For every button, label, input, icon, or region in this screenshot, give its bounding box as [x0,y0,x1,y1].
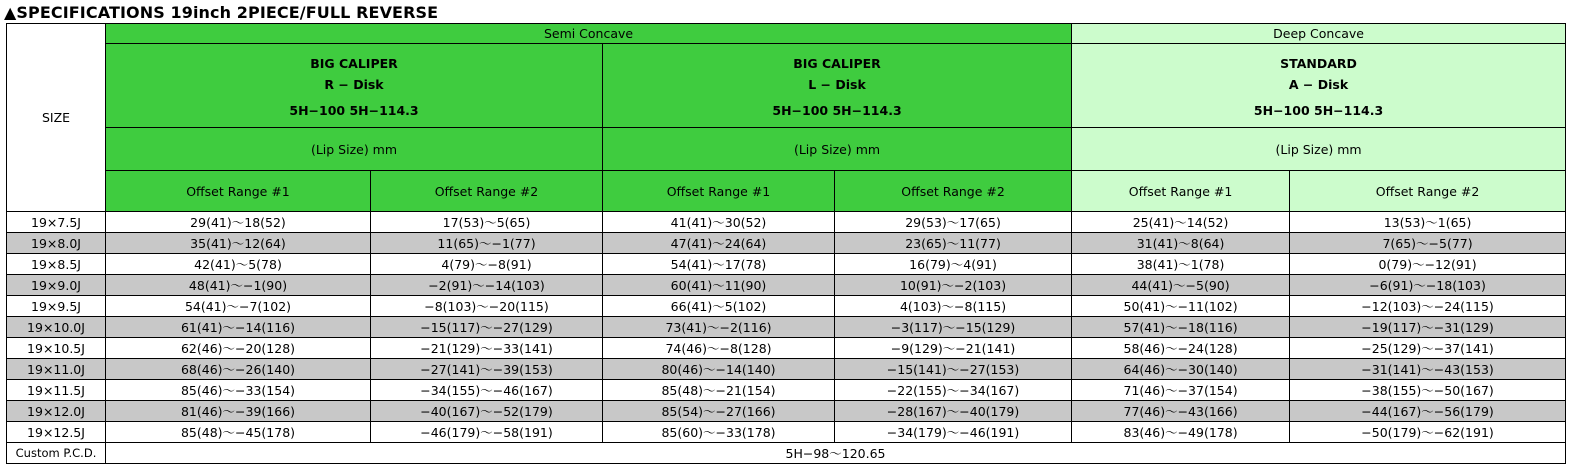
offset-cell: 58(46)〜−24(128) [1072,338,1290,359]
group-semi-concave: Semi Concave [106,24,1072,44]
custom-pcd-value: 5H−98〜120.65 [106,443,1566,464]
offset-cell: 85(54)〜−27(166) [603,401,835,422]
offset-cell: 62(46)〜−20(128) [106,338,371,359]
model-r-disk [106,44,603,128]
offset-cell: 13(53)〜1(65) [1290,212,1566,233]
offset-range-header: Offset Range #2 [835,171,1072,212]
lip-size-label: (Lip Size) mm [1072,128,1566,171]
table-row [7,317,1566,338]
size-cell: 19×7.5J [7,212,106,233]
lip-size-label: (Lip Size) mm [603,128,1072,171]
offset-range-header: Offset Range #1 [1072,171,1290,212]
offset-cell: 61(41)〜−14(116) [106,317,371,338]
offset-cell: 83(46)〜−49(178) [1072,422,1290,443]
offset-cell: −27(141)〜−39(153) [371,359,603,380]
model-pcd: 5H−100 5H−114.3 [289,103,419,118]
offset-cell: 73(41)〜−2(116) [603,317,835,338]
size-cell: 19×8.5J [7,254,106,275]
offset-cell: 17(53)〜5(65) [371,212,603,233]
offset-cell: 50(41)〜−11(102) [1072,296,1290,317]
offset-cell: 80(46)〜−14(140) [603,359,835,380]
offset-range-header: Offset Range #2 [1290,171,1566,212]
offset-cell: −19(117)〜−31(129) [1290,317,1566,338]
table-row [7,380,1566,401]
offset-cell: 64(46)〜−30(140) [1072,359,1290,380]
offset-cell: 85(60)〜−33(178) [603,422,835,443]
size-cell: 19×10.5J [7,338,106,359]
model-name: BIG CALIPER [793,56,881,71]
offset-cell: 35(41)〜12(64) [106,233,371,254]
specifications-table [6,23,1566,464]
offset-cell: −25(129)〜−37(141) [1290,338,1566,359]
offset-cell: 85(48)〜−45(178) [106,422,371,443]
offset-cell: −15(117)〜−27(129) [371,317,603,338]
offset-cell: 77(46)〜−43(166) [1072,401,1290,422]
table-row [7,359,1566,380]
offset-cell: 74(46)〜−8(128) [603,338,835,359]
offset-cell: 16(79)〜4(91) [835,254,1072,275]
table-row [7,422,1566,443]
offset-cell: −6(91)〜−18(103) [1290,275,1566,296]
size-cell: 19×12.0J [7,401,106,422]
offset-range-header: Offset Range #1 [106,171,371,212]
offset-cell: −21(129)〜−33(141) [371,338,603,359]
offset-cell: −31(141)〜−43(153) [1290,359,1566,380]
offset-cell: 44(41)〜−5(90) [1072,275,1290,296]
offset-cell: −38(155)〜−50(167) [1290,380,1566,401]
offset-cell: 29(53)〜17(65) [835,212,1072,233]
offset-cell: −44(167)〜−56(179) [1290,401,1566,422]
size-cell: 19×8.0J [7,233,106,254]
size-cell: 19×10.0J [7,317,106,338]
offset-cell: 71(46)〜−37(154) [1072,380,1290,401]
offset-cell: −8(103)〜−20(115) [371,296,603,317]
group-deep-concave: Deep Concave [1072,24,1566,44]
page-title: ▲SPECIFICATIONS 19inch 2PIECE/FULL REVERSE [4,3,439,22]
offset-cell: 11(65)〜−1(77) [371,233,603,254]
size-header: SIZE [7,24,106,212]
size-cell: 19×11.5J [7,380,106,401]
offset-cell: 10(91)〜−2(103) [835,275,1072,296]
offset-cell: −28(167)〜−40(179) [835,401,1072,422]
offset-cell: 54(41)〜17(78) [603,254,835,275]
model-name: BIG CALIPER [310,56,398,71]
offset-cell: 68(46)〜−26(140) [106,359,371,380]
offset-cell: 38(41)〜1(78) [1072,254,1290,275]
model-disk: A − Disk [1288,77,1349,92]
offset-cell: −9(129)〜−21(141) [835,338,1072,359]
offset-cell: −34(155)〜−46(167) [371,380,603,401]
table-row [7,401,1566,422]
table-row [7,296,1566,317]
offset-cell: 25(41)〜14(52) [1072,212,1290,233]
offset-cell: 60(41)〜11(90) [603,275,835,296]
offset-cell: 57(41)〜−18(116) [1072,317,1290,338]
offset-cell: −22(155)〜−34(167) [835,380,1072,401]
model-pcd: 5H−100 5H−114.3 [772,103,902,118]
offset-cell: 7(65)〜−5(77) [1290,233,1566,254]
offset-cell: 66(41)〜5(102) [603,296,835,317]
offset-cell: 23(65)〜11(77) [835,233,1072,254]
model-pcd: 5H−100 5H−114.3 [1253,103,1384,118]
offset-cell: −2(91)〜−14(103) [371,275,603,296]
offset-cell: −3(117)〜−15(129) [835,317,1072,338]
offset-range-header: Offset Range #2 [371,171,603,212]
offset-cell: 48(41)〜−1(90) [106,275,371,296]
offset-cell: 4(79)〜−8(91) [371,254,603,275]
offset-cell: −46(179)〜−58(191) [371,422,603,443]
lip-size-label: (Lip Size) mm [106,128,603,171]
offset-cell: 81(46)〜−39(166) [106,401,371,422]
offset-range-header: Offset Range #1 [603,171,835,212]
model-name: STANDARD [1280,56,1357,71]
offset-cell: −50(179)〜−62(191) [1290,422,1566,443]
offset-cell: 47(41)〜24(64) [603,233,835,254]
offset-cell: 29(41)〜18(52) [106,212,371,233]
offset-cell: 0(79)〜−12(91) [1290,254,1566,275]
model-disk: L − Disk [808,77,866,92]
offset-cell: 31(41)〜8(64) [1072,233,1290,254]
custom-pcd-row [7,443,1566,464]
table-row [7,212,1566,233]
table-row [7,275,1566,296]
offset-cell: 4(103)〜−8(115) [835,296,1072,317]
size-cell: 19×11.0J [7,359,106,380]
table-row [7,338,1566,359]
size-cell: 19×9.5J [7,296,106,317]
model-a-disk [1072,44,1566,128]
offset-cell: −40(167)〜−52(179) [371,401,603,422]
offset-cell: −15(141)〜−27(153) [835,359,1072,380]
size-cell: 19×12.5J [7,422,106,443]
model-disk: R − Disk [324,77,384,92]
table-row [7,233,1566,254]
offset-cell: −34(179)〜−46(191) [835,422,1072,443]
offset-cell: 85(48)〜−21(154) [603,380,835,401]
offset-cell: −12(103)〜−24(115) [1290,296,1566,317]
custom-pcd-label: Custom P.C.D. [7,443,106,464]
model-l-disk [603,44,1072,128]
table-row [7,254,1566,275]
offset-cell: 54(41)〜−7(102) [106,296,371,317]
size-cell: 19×9.0J [7,275,106,296]
offset-cell: 41(41)〜30(52) [603,212,835,233]
offset-cell: 42(41)〜5(78) [106,254,371,275]
offset-cell: 85(46)〜−33(154) [106,380,371,401]
